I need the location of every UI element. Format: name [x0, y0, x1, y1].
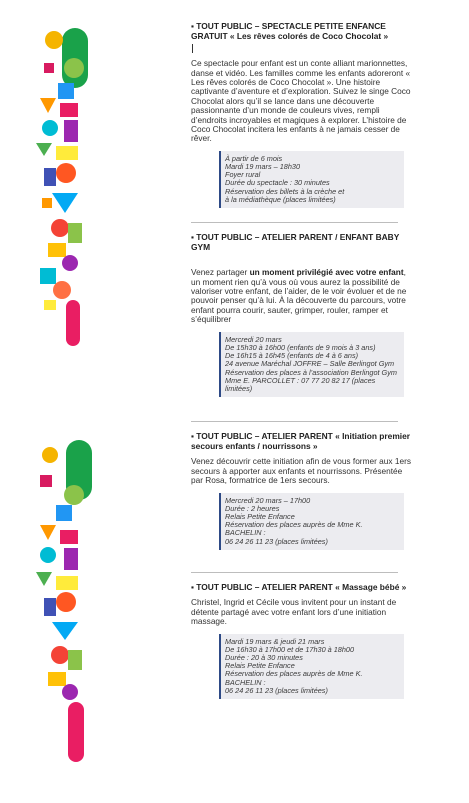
info-line: De 16h30 à 17h00 et de 17h30 à 18h00: [225, 644, 355, 654]
divider: [191, 572, 398, 573]
info-line: Réservation des places auprès de Mme K. BACHELIN :: [225, 520, 363, 538]
info-line: Mardi 19 mars – 18h30: [225, 162, 301, 172]
info-line: Mme E. PARCOLLET : 07 77 20 82 17 (places limitées): [225, 375, 376, 393]
decorative-shapes-bottom-icon: [0, 440, 95, 765]
info-line: Durée : 2 heures: [225, 503, 280, 513]
info-line: Mercredi 20 mars – 17h00: [225, 495, 311, 505]
info-line: Foyer rural: [225, 170, 261, 180]
description-emphasis: un moment privilégié avec votre enfant: [249, 267, 404, 278]
event-info-box: [219, 634, 404, 699]
divider: [191, 222, 398, 223]
info-line: Durée du spectacle : 30 minutes: [225, 178, 330, 188]
event-description: Christel, Ingrid et Cécile vous invitent pour un instant de détente partagé avec votre enfant lors d’une initiation massage.: [191, 597, 397, 627]
info-line: Relais Petite Enfance: [225, 661, 295, 671]
event-title: ▪ TOUT PUBLIC – ATELIER PARENT « Massage bébé »: [191, 581, 407, 592]
event-info-box: [219, 151, 404, 208]
event-info-box: [219, 332, 404, 397]
events-column: [191, 22, 412, 699]
event-title: ▪ TOUT PUBLIC – ATELIER PARENT « Initiation premier secours enfants / nourrissons »: [191, 431, 411, 451]
info-line: Réservation des places auprès de Mme K. BACHELIN :: [225, 669, 363, 687]
event-premiers-secours: [191, 432, 412, 550]
event-description: Ce spectacle pour enfant est un conte alliant marionnettes, danse et vidéo. Les familles comme les enfants adoreront « Les rêves colorés de Coco Chocolat ». Une histoire captivante d’aventure et d’exploration. Suivez le singe Coco Chocolat alors qu’il se lance dans une découverte passionnante d’un monde de couleurs vives, rempli d’endroits incroyables et magiques à explorer. L’histoire de Coco Chocolat incitera les enfants à ne jamais cesser de rêver.: [191, 58, 411, 144]
info-line: Mercredi 20 mars: [225, 334, 282, 344]
text-cursor: [192, 44, 193, 53]
info-line: De 15h30 à 16h00 (enfants de 9 mois à 3 ans): [225, 342, 376, 352]
decorative-shapes-top-icon: [0, 28, 95, 348]
event-title: ▪ TOUT PUBLIC – SPECTACLE PETITE ENFANCE GRATUIT « Les rêves colorés de Coco Chocolat »: [191, 21, 389, 41]
info-line: De 16h15 à 16h45 (enfants de 4 à 6 ans): [225, 351, 359, 361]
event-title: ▪ TOUT PUBLIC – ATELIER PARENT / ENFANT BABY GYM: [191, 232, 400, 252]
info-line: Réservation des billets à la crèche et: [225, 186, 345, 196]
description-text: Venez partager: [191, 267, 250, 278]
info-line: Durée : 20 à 30 minutes: [225, 652, 303, 662]
event-spectacle: [191, 22, 412, 208]
event-info-box: [219, 493, 404, 550]
info-line: 24 avenue Maréchal JOFFRE – Salle Berlingot Gym: [225, 359, 395, 369]
event-baby-gym: [191, 233, 412, 397]
info-line: Réservation des places à l’association Berlingot Gym: [225, 367, 397, 377]
info-line: À partir de 6 mois: [225, 153, 283, 163]
event-description: [191, 268, 412, 324]
description-text: , un moment rien qu’à vous où vous aurez la possibilité de valoriser votre enfant, de l’aider, de le voir évoluer et de ne pouvoir penser qu’à lui. À la découverte du parcours, votre enfant pourra courir, sauter, grimper, rouler, ramper et s’équilibrer: [191, 267, 407, 325]
info-line: Mardi 19 mars & jeudi 21 mars: [225, 636, 325, 646]
info-line: à la médiathèque (places limitées): [225, 194, 336, 204]
divider: [191, 421, 398, 422]
info-line: 06 24 26 11 23 (places limitées): [225, 536, 328, 546]
info-line: Relais Petite Enfance: [225, 511, 295, 521]
event-description: Venez découvrir cette initiation afin de vous former aux 1ers secours à apporter aux enfants et nourrissons. Présentée par Rosa, formatrice de 1ers secours.: [191, 456, 411, 486]
info-line: 06 24 26 11 23 (places limitées): [225, 685, 328, 695]
event-massage-bebe: [191, 583, 412, 699]
